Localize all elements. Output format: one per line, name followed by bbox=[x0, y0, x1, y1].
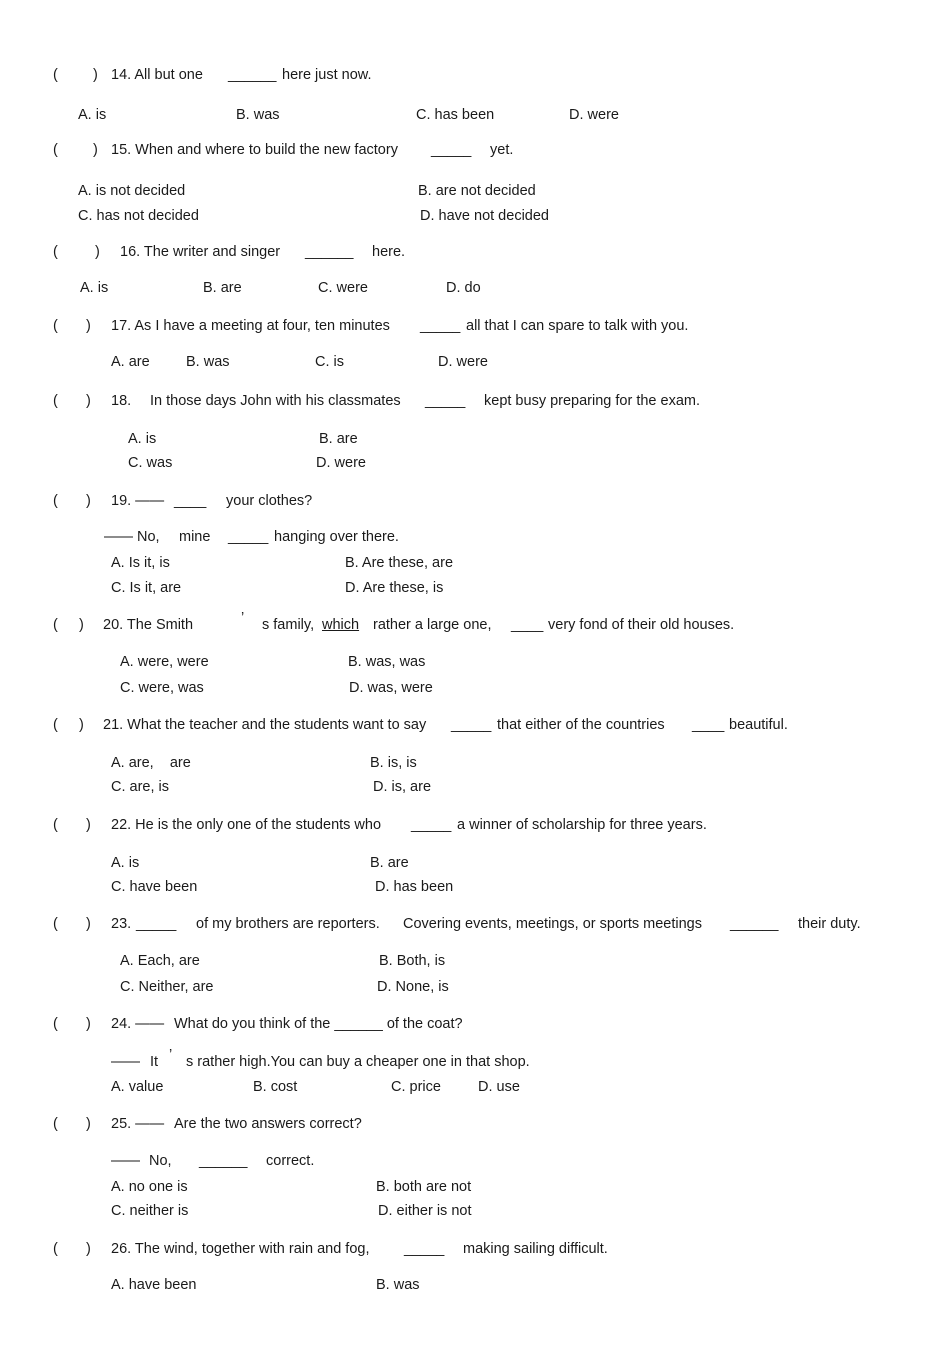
question-stem: 20. The Smith bbox=[103, 617, 194, 633]
option-a: A. Each, are bbox=[120, 953, 200, 969]
option-c: C. was bbox=[128, 455, 173, 471]
question-stem-rest: beautiful. bbox=[729, 717, 788, 733]
answer-blank: _____ bbox=[411, 817, 452, 833]
option-d: D. is, are bbox=[373, 779, 432, 795]
question-stem-rest: What do you think of the ______ of the coat? bbox=[174, 1016, 463, 1032]
answer-paren-open: ( bbox=[53, 1241, 58, 1257]
option-c: C. has been bbox=[416, 107, 495, 123]
option-b: B. was bbox=[376, 1277, 420, 1293]
question-stem: that either of the countries bbox=[497, 717, 665, 733]
question-stem-rest: a winner of scholarship for three years. bbox=[457, 817, 707, 833]
answer-blank: ____ bbox=[692, 717, 725, 733]
question-stem-rest: making sailing difficult. bbox=[463, 1241, 608, 1257]
question-number: 18. bbox=[111, 393, 132, 409]
answer-paren-open: ( bbox=[53, 142, 58, 158]
answer-paren-open: ( bbox=[53, 1116, 58, 1132]
reply-dash: —— bbox=[111, 1054, 140, 1070]
question-stem: 15. When and where to build the new factory bbox=[111, 142, 398, 158]
reply-text: correct. bbox=[266, 1153, 315, 1169]
reply-text: mine bbox=[179, 529, 211, 545]
option-a: A. are bbox=[111, 354, 150, 370]
apostrophe: ’ bbox=[241, 610, 245, 626]
reply-text: hanging over there. bbox=[274, 529, 399, 545]
option-a: A. Is it, is bbox=[111, 555, 170, 571]
option-d: D. were bbox=[438, 354, 488, 370]
option-d: D. was, were bbox=[349, 680, 433, 696]
underlined-word: which bbox=[322, 617, 360, 633]
option-c: C. Is it, are bbox=[111, 580, 182, 596]
answer-blank: _____ bbox=[404, 1241, 445, 1257]
question-stem-rest: very fond of their old houses. bbox=[548, 617, 735, 633]
question-stem: In those days John with his classmates bbox=[150, 393, 401, 409]
option-d: D. use bbox=[478, 1079, 520, 1095]
answer-paren-open: ( bbox=[53, 617, 58, 633]
option-c: C. are, is bbox=[111, 779, 170, 795]
answer-paren-close: ) bbox=[86, 318, 91, 334]
answer-paren-open: ( bbox=[53, 493, 58, 509]
question-stem: 26. The wind, together with rain and fog, bbox=[111, 1241, 370, 1257]
question-stem-rest: kept busy preparing for the exam. bbox=[484, 393, 701, 409]
answer-paren-open: ( bbox=[53, 244, 58, 260]
answer-paren-close: ) bbox=[95, 244, 100, 260]
answer-paren-close: ) bbox=[86, 1241, 91, 1257]
option-d: D. were bbox=[569, 107, 619, 123]
question-stem: 16. The writer and singer bbox=[120, 244, 281, 260]
question-stem: 23. bbox=[111, 916, 132, 932]
answer-blank: ______ bbox=[305, 244, 354, 260]
answer-blank: _____ bbox=[136, 916, 177, 932]
question-stem: 24. —— bbox=[111, 1016, 165, 1032]
option-b: B. are not decided bbox=[418, 183, 536, 199]
answer-blank: ____ bbox=[174, 493, 207, 509]
answer-paren-open: ( bbox=[53, 717, 58, 733]
answer-blank: ______ bbox=[730, 916, 779, 932]
option-a: A. have been bbox=[111, 1277, 197, 1293]
reply-dash: —— bbox=[104, 529, 133, 545]
answer-blank: ______ bbox=[228, 67, 277, 83]
question-stem-rest: their duty. bbox=[798, 916, 861, 932]
question-stem-rest: here just now. bbox=[282, 67, 372, 83]
option-d: D. None, is bbox=[377, 979, 449, 995]
answer-paren-open: ( bbox=[53, 817, 58, 833]
answer-blank: _____ bbox=[228, 529, 269, 545]
option-b: B. Both, is bbox=[379, 953, 446, 969]
question-stem: 25. —— bbox=[111, 1116, 165, 1132]
option-c: C. price bbox=[391, 1079, 441, 1095]
option-b: B. are bbox=[319, 431, 358, 447]
option-d: D. has been bbox=[375, 879, 454, 895]
reply-text: s rather high.You can buy a cheaper one in that shop. bbox=[186, 1054, 530, 1070]
question-stem: 17. As I have a meeting at four, ten minutes bbox=[111, 318, 390, 334]
answer-blank: _____ bbox=[425, 393, 466, 409]
option-c: C. is bbox=[315, 354, 344, 370]
option-a: A. is not decided bbox=[78, 183, 186, 199]
option-b: B. Are these, are bbox=[345, 555, 454, 571]
answer-paren-close: ) bbox=[93, 142, 98, 158]
question-stem-rest: all that I can spare to talk with you. bbox=[466, 318, 689, 334]
option-b: B. was bbox=[186, 354, 230, 370]
apostrophe: ’ bbox=[169, 1047, 173, 1063]
question-stem: Covering events, meetings, or sports meetings bbox=[403, 916, 702, 932]
answer-paren-close: ) bbox=[86, 393, 91, 409]
answer-blank: _____ bbox=[420, 318, 461, 334]
option-b: B. both are not bbox=[376, 1179, 472, 1195]
option-a: A. value bbox=[111, 1079, 164, 1095]
option-b: B. was, was bbox=[348, 654, 426, 670]
question-stem: 19. —— bbox=[111, 493, 165, 509]
option-d: D. either is not bbox=[378, 1203, 472, 1219]
question-stem: rather a large one, bbox=[373, 617, 492, 633]
answer-paren-close: ) bbox=[93, 67, 98, 83]
option-a: A. is bbox=[111, 855, 140, 871]
option-a: A. is bbox=[128, 431, 157, 447]
answer-paren-open: ( bbox=[53, 318, 58, 334]
option-b: B. was bbox=[236, 107, 280, 123]
answer-paren-open: ( bbox=[53, 393, 58, 409]
answer-paren-open: ( bbox=[53, 67, 58, 83]
option-c: C. has not decided bbox=[78, 208, 199, 224]
answer-blank: ____ bbox=[511, 617, 544, 633]
option-a: A. no one is bbox=[111, 1179, 188, 1195]
option-c: C. neither is bbox=[111, 1203, 189, 1219]
option-d: D. were bbox=[316, 455, 366, 471]
question-stem: 22. He is the only one of the students who bbox=[111, 817, 382, 833]
option-a: A. is bbox=[80, 280, 109, 296]
option-d: D. Are these, is bbox=[345, 580, 444, 596]
reply-text: No, bbox=[137, 529, 160, 545]
question-stem: of my brothers are reporters. bbox=[196, 916, 380, 932]
option-a: A. were, were bbox=[120, 654, 209, 670]
option-c: C. have been bbox=[111, 879, 198, 895]
answer-paren-close: ) bbox=[86, 493, 91, 509]
option-c: C. Neither, are bbox=[120, 979, 214, 995]
answer-paren-open: ( bbox=[53, 1016, 58, 1032]
option-d: D. have not decided bbox=[420, 208, 549, 224]
answer-paren-close: ) bbox=[86, 916, 91, 932]
answer-blank: _____ bbox=[431, 142, 472, 158]
answer-paren-open: ( bbox=[53, 916, 58, 932]
question-stem-rest: your clothes? bbox=[226, 493, 313, 509]
question-stem: s family, bbox=[262, 617, 315, 633]
question-stem-rest: yet. bbox=[490, 142, 514, 158]
option-c: C. were bbox=[318, 280, 368, 296]
option-a: A. is bbox=[78, 107, 107, 123]
option-b: B. is, is bbox=[370, 755, 417, 771]
answer-paren-close: ) bbox=[86, 1016, 91, 1032]
reply-dash: —— bbox=[111, 1153, 140, 1169]
option-d: D. do bbox=[446, 280, 481, 296]
question-stem-rest: here. bbox=[372, 244, 406, 260]
reply-text: No, bbox=[149, 1153, 172, 1169]
option-b: B. cost bbox=[253, 1079, 298, 1095]
answer-paren-close: ) bbox=[86, 817, 91, 833]
reply-text: It bbox=[150, 1054, 159, 1070]
question-stem: 14. All but one bbox=[111, 67, 203, 83]
answer-paren-close: ) bbox=[79, 617, 84, 633]
answer-paren-close: ) bbox=[79, 717, 84, 733]
option-a: A. are, are bbox=[111, 755, 191, 771]
answer-blank: _____ bbox=[451, 717, 492, 733]
option-b: B. are bbox=[370, 855, 409, 871]
answer-blank: ______ bbox=[199, 1153, 248, 1169]
option-c: C. were, was bbox=[120, 680, 204, 696]
question-stem: 21. What the teacher and the students want to say bbox=[103, 717, 427, 733]
answer-paren-close: ) bbox=[86, 1116, 91, 1132]
question-stem-rest: Are the two answers correct? bbox=[174, 1116, 362, 1132]
option-b: B. are bbox=[203, 280, 242, 296]
